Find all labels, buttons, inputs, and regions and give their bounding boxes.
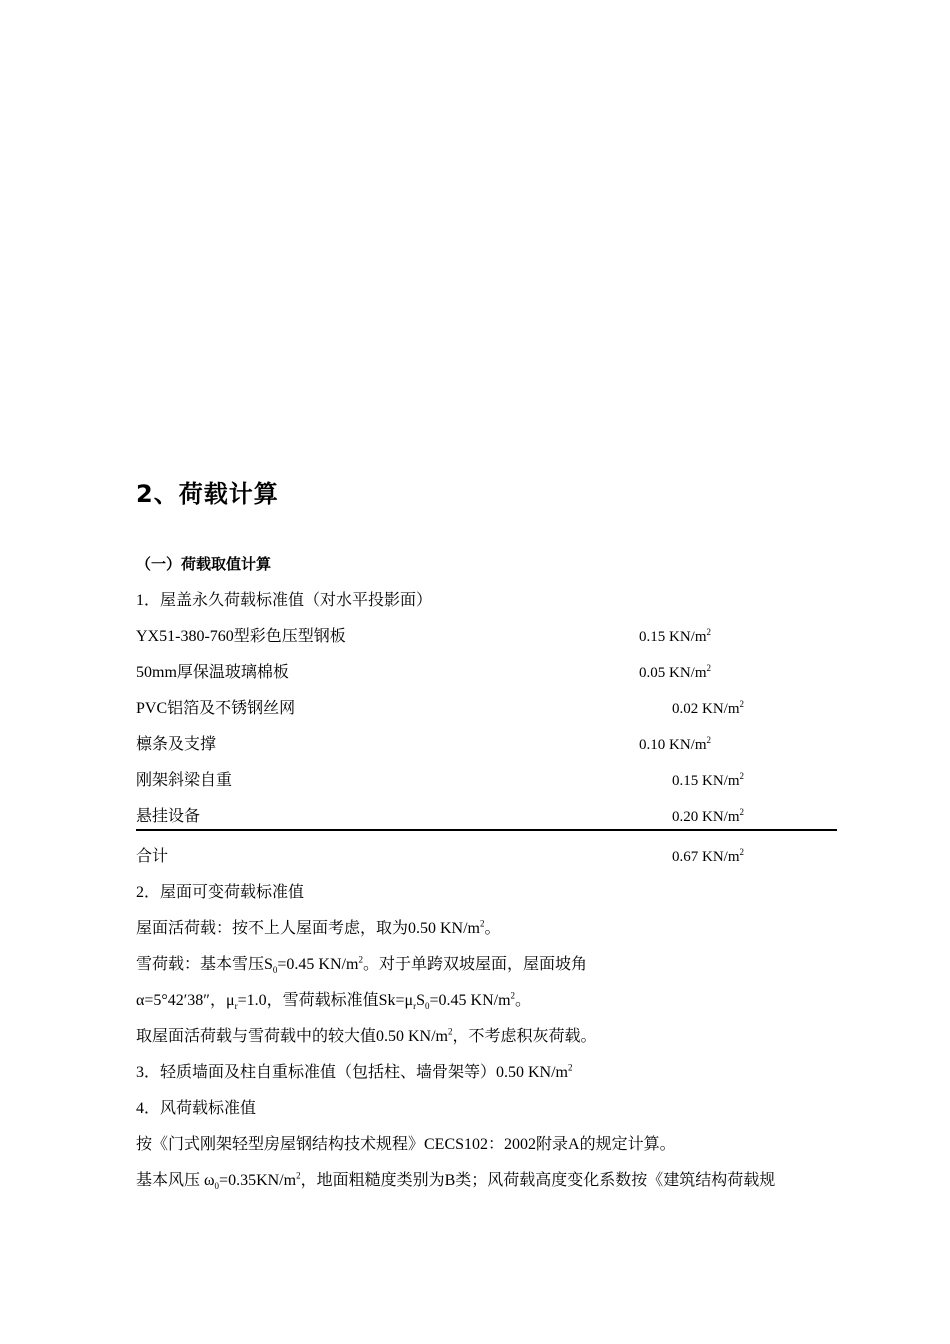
wind-pressure-text: 基本风压 $\omega_0=0.35KN/m^2$，地面粗糙度类别为B类；风荷载高度变化系数按《建筑结构荷载规 <box>136 1170 776 1192</box>
load-value: 0.20 $KN/m^2$ <box>672 807 744 825</box>
item1-title: 1．屋盖永久荷载标准值（对水平投影面） <box>136 592 433 609</box>
load-value: 0.05 $KN/m^2$ <box>639 663 711 681</box>
load-value: 0.10 $KN/m^2$ <box>639 735 711 753</box>
wind-spec-text: 按《门式刚架轻型房屋钢结构技术规程》CECS102：2002附录A的规定计算。 <box>136 1136 676 1153</box>
load-label: 刚架斜梁自重 <box>136 772 233 789</box>
item2-title: 2．屋面可变荷载标准值 <box>136 884 305 901</box>
load-label: YX51-380-760型彩色压型钢板 <box>136 628 346 645</box>
load-label: 檩条及支撑 <box>136 736 217 753</box>
load-label: 50mm厚保温玻璃棉板 <box>136 664 289 681</box>
section-title: （一）荷载取值计算 <box>136 555 272 573</box>
total-value: 0.67 $KN/m^2$ <box>672 847 744 865</box>
live-load-text: 屋面活荷载：按不上人屋面考虑，取为0.50 $KN/m^2$。 <box>136 918 501 937</box>
item3-text: 3．轻质墙面及柱自重标准值（包括柱、墙骨架等）0.50 $KN/m^2$ <box>136 1062 573 1081</box>
load-label: 悬挂设备 <box>136 808 201 825</box>
page-heading: 2、荷载计算 <box>136 480 279 508</box>
load-value: 0.15 $KN/m^2$ <box>672 771 744 789</box>
snow-load-standard-text: α=5°42′38″，$\mu_r=1.0$，雪荷载标准值$Sk=\mu_rS_0=0.45$ $KN/m^2$。 <box>136 990 532 1012</box>
load-label: PVC铝箔及不锈钢丝网 <box>136 700 296 717</box>
item4-title: 4．风荷载标准值 <box>136 1100 257 1117</box>
load-value: 0.15 $KN/m^2$ <box>639 627 711 645</box>
load-value: 0.02 $KN/m^2$ <box>672 699 744 717</box>
snow-load-text: 雪荷载：基本雪压$S_0=0.45$ $KN/m^2$。对于单跨双坡屋面，屋面坡角 <box>136 954 587 976</box>
sum-divider <box>136 829 837 831</box>
total-label: 合计 <box>136 848 169 865</box>
governing-load-text: 取屋面活荷载与雪荷载中的较大值0.50 $KN/m^2$，不考虑积灰荷载。 <box>136 1026 597 1045</box>
